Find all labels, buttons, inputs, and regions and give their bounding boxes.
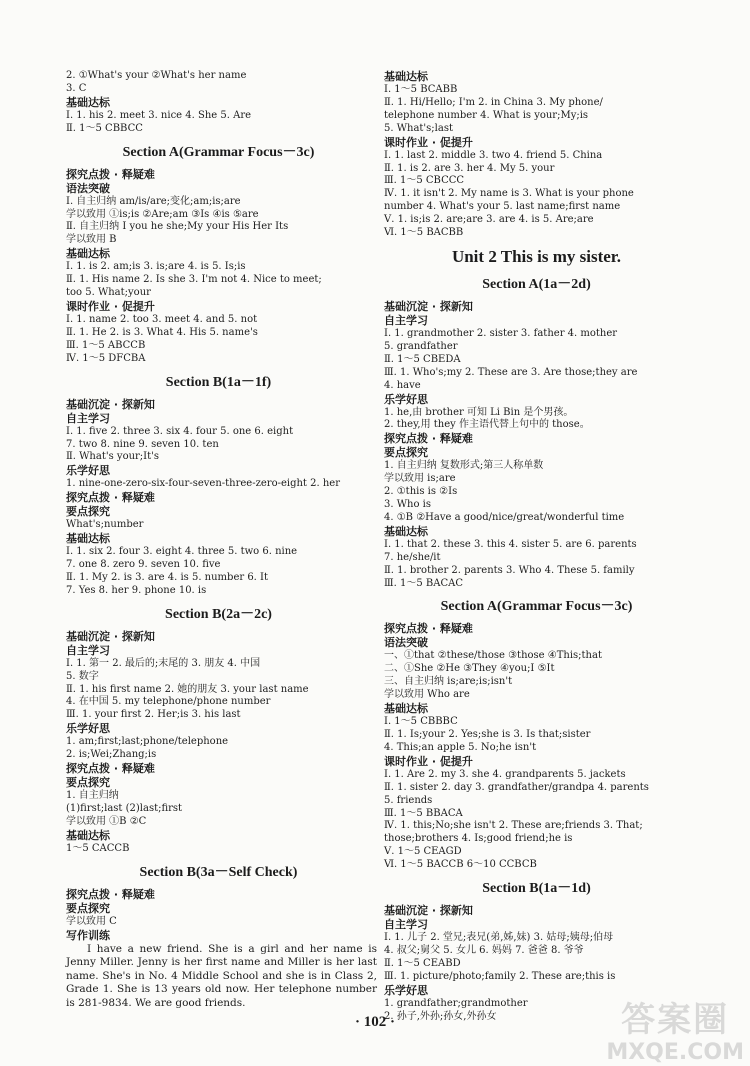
answer-line: Ⅰ. 1. name 2. too 3. meet 4. and 5. not bbox=[66, 313, 258, 325]
answer-line: What's;number bbox=[66, 519, 144, 531]
subheading: 探究点拨 · 释疑难 bbox=[66, 491, 155, 505]
subheading: 乐学好思 bbox=[384, 983, 428, 997]
answer-line: 7. Yes 8. her 9. phone 10. is bbox=[66, 584, 207, 596]
answer-line: 三、自主归纳 is;are;is;isn't bbox=[384, 676, 513, 688]
answer-line: 4. This;an apple 5. No;he isn't bbox=[384, 741, 537, 753]
answer-line: Ⅰ. 1. grandmother 2. sister 3. father 4. mother bbox=[384, 327, 618, 339]
watermark-url: MXQE.COM bbox=[606, 1040, 744, 1065]
answer-line: 2. they,用 they 作主语代替上句中的 those。 bbox=[384, 419, 590, 431]
answer-line: 5. grandfather bbox=[384, 340, 458, 352]
answer-line: Ⅵ. 1～5 BACBB bbox=[384, 227, 464, 239]
subheading: 基础沉淀 · 探新知 bbox=[384, 299, 473, 313]
answer-line: Ⅱ. 1～5 CEABD bbox=[384, 957, 461, 969]
answer-line: 1. 自主归纳 复数形式;第三人称单数 bbox=[384, 460, 544, 472]
section-heading: Section B(3a－Self Check) bbox=[139, 864, 298, 880]
answer-line: Ⅰ. 1. 儿子 2. 堂兄;表兄(弟,姊,妹) 3. 姑母;姨母;伯母 bbox=[384, 932, 614, 944]
answer-line: 学以致用 C bbox=[66, 915, 117, 927]
subheading: 基础达标 bbox=[384, 702, 428, 716]
subheading: 要点探究 bbox=[66, 776, 110, 790]
answer-line: 2. 孙子,外孙;孙女,外孙女 bbox=[384, 1010, 497, 1022]
subheading: 基础达标 bbox=[66, 532, 110, 546]
answer-line: 1. grandfather;grandmother bbox=[384, 997, 528, 1009]
subheading: 要点探究 bbox=[66, 901, 110, 915]
answer-line: Ⅰ. 1. 第一 2. 最后的;末尾的 3. 朋友 4. 中国 bbox=[66, 657, 261, 669]
answer-line: Ⅲ. 1. picture/photo;family 2. These are;this is bbox=[384, 970, 616, 982]
answer-line: Ⅰ. 1. his 2. meet 3. nice 4. She 5. Are bbox=[66, 109, 252, 121]
answer-line: 2. ①this is ②Is bbox=[384, 486, 458, 498]
unit-heading: Unit 2 This is my sister. bbox=[451, 246, 622, 266]
subheading: 乐学好思 bbox=[66, 464, 110, 478]
answer-line: 5. friends bbox=[384, 794, 433, 806]
answer-line: Ⅳ. 1. this;No;she isn't 2. These are;friends 3. That; bbox=[384, 820, 643, 832]
answer-line: 5. 数字 bbox=[66, 670, 99, 682]
subheading: 自主学习 bbox=[384, 918, 428, 932]
answer-line: Ⅰ. 1. Are 2. my 3. she 4. grandparents 5. jackets bbox=[384, 768, 626, 780]
answer-line: Ⅱ. 1～5 CBEDA bbox=[384, 353, 461, 365]
subheading: 自主学习 bbox=[66, 643, 110, 657]
answer-line: Ⅰ. 1. that 2. these 3. this 4. sister 5. are 6. parents bbox=[384, 538, 637, 550]
subheading: 基础达标 bbox=[66, 247, 110, 261]
subheading: 探究点拨 · 释疑难 bbox=[66, 887, 155, 901]
answer-line: 一、①that ②these/those ③those ④This;that bbox=[384, 650, 602, 662]
subheading: 基础沉淀 · 探新知 bbox=[66, 629, 155, 643]
answer-line: 1. 自主归纳 bbox=[66, 790, 119, 802]
writing-paragraph: I have a new friend. She is a girl and her name is Jenny Miller. Jenny is her first name and Miller is her last name. She's in No. 4 Middle School and she is in Class 2, Grade 1. She is 13 years old now. Her telephone number is 281-9834. We are good friends. bbox=[66, 942, 377, 1009]
answer-line: 4. ①B ②Have a good/nice/great/wonderful time bbox=[384, 511, 625, 523]
answer-line: Ⅱ. 1. brother 2. parents 3. Who 4. These 5. family bbox=[384, 564, 635, 576]
subheading: 乐学好思 bbox=[384, 392, 428, 406]
answer-line: Ⅲ. 1～5 BACAC bbox=[384, 577, 463, 589]
subheading: 课时作业 · 促提升 bbox=[384, 754, 473, 768]
answer-line: 学以致用 ①is;is ②Are;am ③Is ④is ⑤are bbox=[66, 208, 259, 220]
answer-line: too 5. What;your bbox=[66, 287, 151, 299]
answer-line: 1. am;first;last;phone/telephone bbox=[66, 736, 229, 748]
answer-line: 学以致用 B bbox=[66, 234, 117, 246]
answer-line: 7. he/she/it bbox=[384, 551, 441, 563]
section-heading: Section A(Grammar Focus－3c) bbox=[122, 144, 315, 160]
answer-line: 2. is;Wei;Zhang;is bbox=[66, 749, 157, 761]
answer-line: Ⅰ. 1. five 2. three 3. six 4. four 5. one 6. eight bbox=[66, 425, 294, 437]
answer-line: Ⅱ. 1. He 2. is 3. What 4. His 5. name's bbox=[66, 326, 258, 338]
answer-line: Ⅱ. 自主归纳 I you he she;My your His Her Its bbox=[66, 221, 289, 233]
page-number: · 102 · bbox=[354, 1014, 395, 1030]
subheading: 课时作业 · 促提升 bbox=[384, 135, 473, 149]
right-column bbox=[384, 70, 689, 1024]
answer-line: 1. nine-one-zero-six-four-seven-three-zero-eight 2. her bbox=[66, 478, 340, 490]
answer-line: 4. 叔父;舅父 5. 女儿 6. 妈妈 7. 爸爸 8. 爷爷 bbox=[384, 944, 584, 956]
answer-line: Ⅱ. 1. is 2. are 3. her 4. My 5. your bbox=[384, 162, 555, 174]
answer-line: Ⅴ. 1. is;is 2. are;are 3. are 4. is 5. Are;are bbox=[384, 214, 594, 226]
answer-line: 4. have bbox=[384, 379, 421, 391]
answer-line: 1. he,由 brother 可知 Li Bin 是个男孩。 bbox=[384, 406, 574, 418]
answer-line: (1)first;last (2)last;first bbox=[66, 803, 183, 814]
answer-line: Ⅳ. 1. it isn't 2. My name is 3. What is your phone bbox=[384, 188, 634, 200]
subheading: 探究点拨 · 释疑难 bbox=[66, 762, 155, 776]
answer-line: Ⅰ. 1. six 2. four 3. eight 4. three 5. two 6. nine bbox=[66, 546, 298, 558]
section-heading: Section B(2a－2c) bbox=[165, 606, 272, 622]
watermark-logo bbox=[606, 1000, 744, 1066]
answer-line: Ⅱ. 1. Is;your 2. Yes;she is 3. Is that;sister bbox=[384, 729, 591, 740]
answer-line: 学以致用 is;are bbox=[384, 473, 456, 485]
subheading: 基础达标 bbox=[66, 95, 110, 109]
subheading: 探究点拨 · 释疑难 bbox=[66, 167, 155, 181]
answer-line: Ⅱ. What's your;It's bbox=[66, 451, 160, 463]
answer-line: 4. 在中国 5. my telephone/phone number bbox=[66, 696, 271, 708]
answer-line: Ⅱ. 1. sister 2. day 3. grandfather/grandpa 4. parents bbox=[384, 781, 649, 793]
section-heading: Section A(1a－2d) bbox=[482, 276, 591, 292]
left-column bbox=[66, 70, 377, 1010]
subheading: 探究点拨 · 释疑难 bbox=[384, 432, 473, 446]
subheading: 基础沉淀 · 探新知 bbox=[66, 397, 155, 411]
answer-line: Ⅰ. 1. last 2. middle 3. two 4. friend 5. China bbox=[384, 149, 603, 161]
subheading: 写作训练 bbox=[66, 928, 110, 942]
answer-line: Ⅲ. 1～5 CBCCC bbox=[384, 175, 465, 187]
answer-line: number 4. What's your 5. last name;first name bbox=[384, 201, 621, 213]
answer-line: Ⅱ. 1. My 2. is 3. are 4. is 5. number 6. It bbox=[66, 571, 269, 583]
answer-line: Ⅴ. 1～5 CEAGD bbox=[384, 846, 462, 858]
subheading: 基础沉淀 · 探新知 bbox=[384, 904, 473, 918]
subheading: 语法突破 bbox=[66, 181, 110, 195]
subheading: 自主学习 bbox=[384, 313, 428, 327]
answer-line: Ⅰ. 自主归纳 am/is/are;变化;am;is;are bbox=[66, 195, 241, 207]
subheading: 基础达标 bbox=[66, 828, 110, 842]
subheading: 要点探究 bbox=[66, 505, 110, 519]
answer-line: Ⅱ. 1. His name 2. Is she 3. I'm not 4. Nice to meet; bbox=[66, 274, 322, 286]
answer-line: 7. one 8. zero 9. seven 10. five bbox=[66, 559, 221, 571]
answer-line: Ⅵ. 1～5 BACCB 6～10 CCBCB bbox=[384, 859, 537, 871]
section-heading: Section B(1a－1f) bbox=[165, 374, 272, 390]
answer-line: Ⅲ. 1. your first 2. Her;is 3. his last bbox=[66, 709, 241, 721]
answer-line: 2. ①What's your ②What's her name bbox=[66, 70, 247, 81]
watermark-title: 答案圈 bbox=[621, 1000, 730, 1040]
subheading: 基础达标 bbox=[384, 524, 428, 538]
answer-line: Ⅰ. 1～5 BCABB bbox=[384, 84, 458, 95]
subheading: 自主学习 bbox=[66, 411, 110, 425]
subheading: 探究点拨 · 释疑难 bbox=[384, 622, 473, 636]
answer-line: those;brothers 4. Is;good friend;he is bbox=[384, 833, 573, 845]
answer-line: Ⅳ. 1～5 DFCBA bbox=[66, 352, 146, 364]
answer-line: 1～5 CACCB bbox=[66, 842, 130, 854]
answer-line: 学以致用 Who are bbox=[384, 689, 470, 701]
subheading: 课时作业 · 促提升 bbox=[66, 299, 155, 313]
answer-line: Ⅱ. 1～5 CBBCC bbox=[66, 122, 143, 134]
subheading: 基础达标 bbox=[384, 70, 428, 83]
answer-line: Ⅱ. 1. his first name 2. 她的朋友 3. your last name bbox=[66, 683, 309, 695]
answer-line: 学以致用 ①B ②C bbox=[66, 815, 147, 827]
subheading: 乐学好思 bbox=[66, 722, 110, 736]
answer-line: 3. Who is bbox=[384, 499, 431, 511]
subheading: 语法突破 bbox=[384, 636, 428, 650]
answer-line: 7. two 8. nine 9. seven 10. ten bbox=[66, 438, 219, 450]
answer-line: Ⅱ. 1. Hi/Hello; I'm 2. in China 3. My phone/ bbox=[384, 96, 603, 108]
answer-line: Ⅰ. 1～5 CBBBC bbox=[384, 716, 458, 728]
section-heading: Section B(1a－1d) bbox=[482, 881, 591, 897]
subheading: 要点探究 bbox=[384, 446, 428, 460]
answer-line: telephone number 4. What is your;My;is bbox=[384, 109, 589, 121]
answer-line: 3. C bbox=[66, 82, 87, 94]
answer-line: Ⅲ. 1～5 ABCCB bbox=[66, 339, 146, 351]
answer-line: 5. What's;last bbox=[384, 122, 453, 134]
answer-line: 二、①She ②He ③They ④you;I ⑤It bbox=[384, 663, 555, 675]
section-heading: Section A(Grammar Focus－3c) bbox=[440, 599, 633, 615]
answer-line: Ⅰ. 1. is 2. am;is 3. is;are 4. is 5. Is;is bbox=[66, 261, 246, 273]
answer-line: Ⅲ. 1～5 BBACA bbox=[384, 807, 463, 819]
answer-line: Ⅲ. 1. Who's;my 2. These are 3. Are those;they are bbox=[384, 366, 638, 378]
